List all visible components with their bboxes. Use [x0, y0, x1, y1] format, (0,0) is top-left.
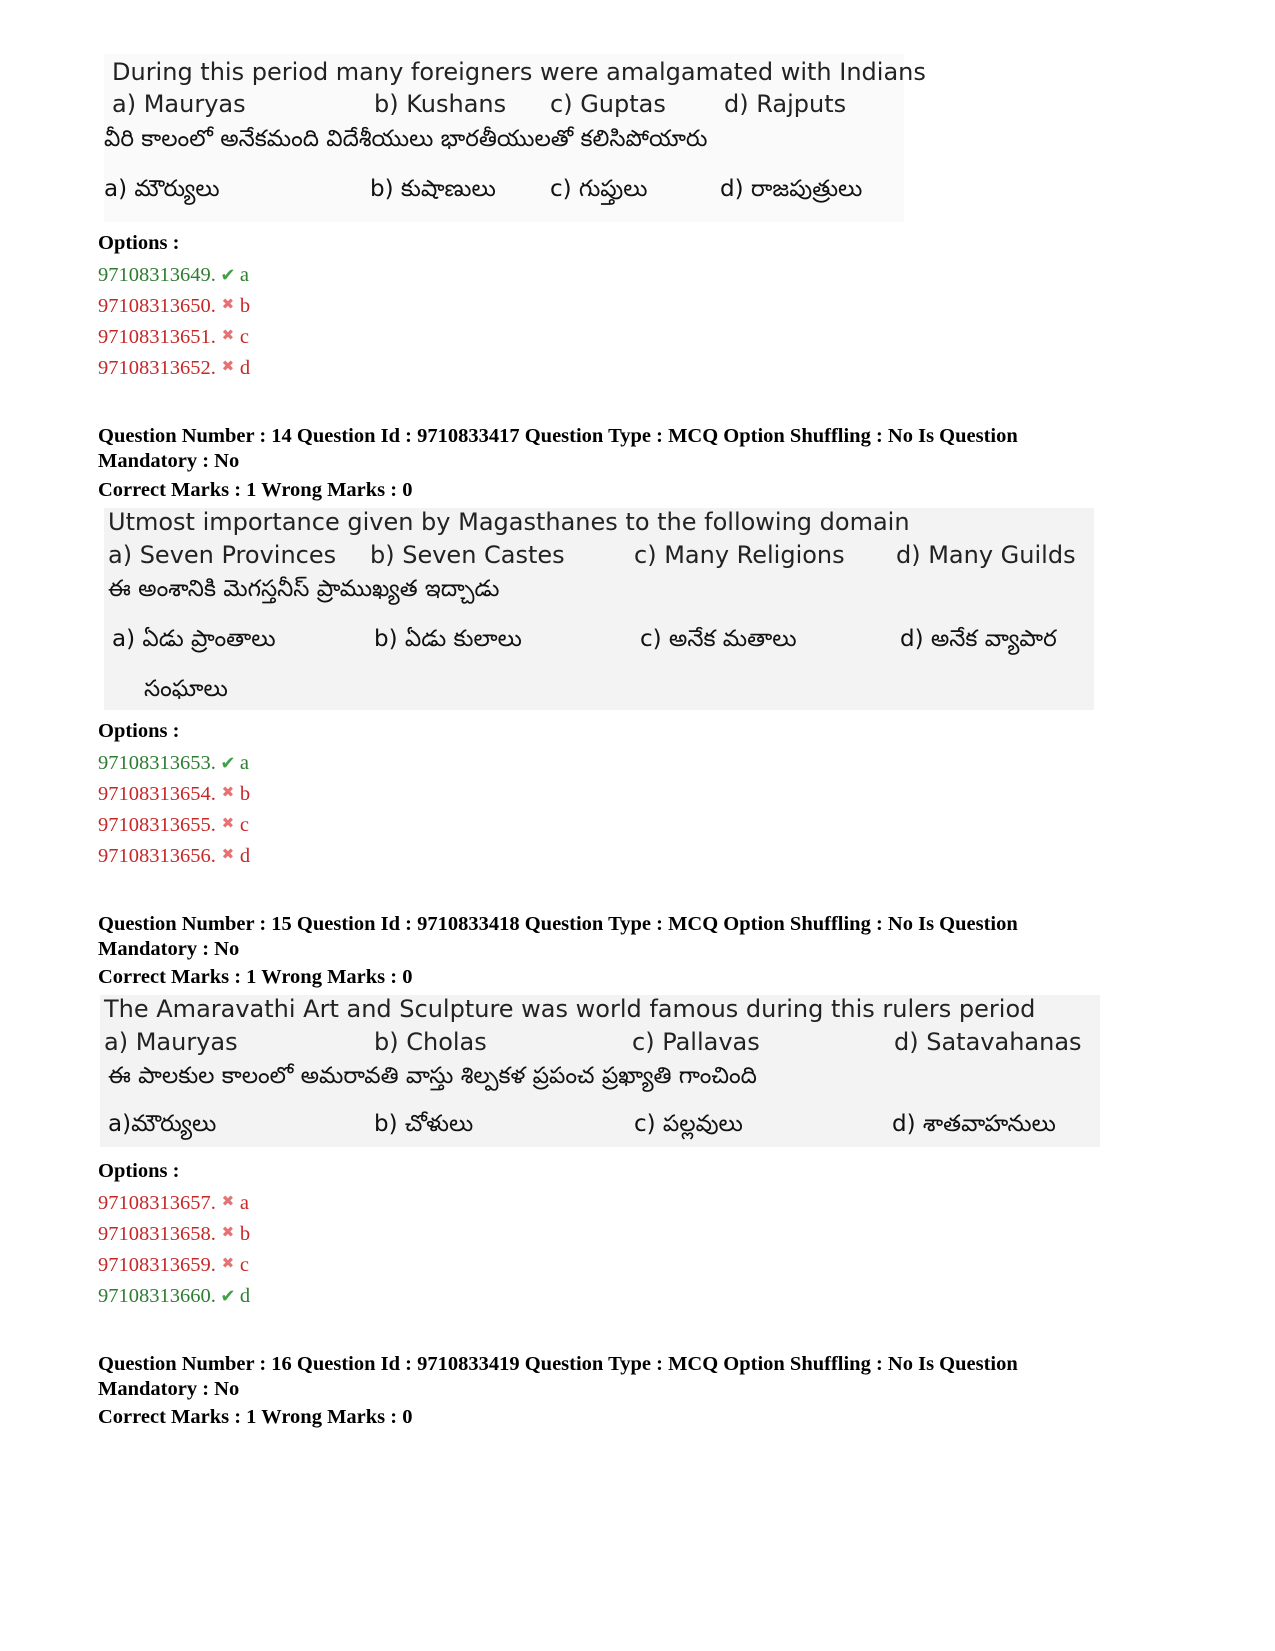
- question-15-te-option-c: c) పల్లవులు: [634, 1111, 743, 1137]
- option-id: 97108313655.: [98, 814, 216, 836]
- question-16-header-line2: Mandatory : No: [98, 1378, 240, 1400]
- question-13-english-text: During this period many foreigners were amalgamated with Indians: [112, 58, 926, 86]
- option-id: 97108313649.: [98, 264, 216, 286]
- option-id: 97108313660.: [98, 1285, 216, 1307]
- option-id: 97108313651.: [98, 326, 216, 348]
- option-letter: a: [239, 1192, 249, 1214]
- question-13-te-option-a: a) మౌర్యులు: [104, 176, 220, 202]
- option-letter: b: [239, 295, 251, 317]
- option-letter: a: [239, 752, 249, 774]
- option-letter: d: [239, 357, 251, 379]
- option-row: [98, 326, 249, 349]
- question-13-image: [104, 54, 926, 222]
- option-id: 97108313658.: [98, 1223, 216, 1245]
- option-id: 97108313650.: [98, 295, 216, 317]
- question-14-en-option-d: d) Many Guilds: [896, 541, 1076, 569]
- question-13-en-option-c: c) Guptas: [550, 90, 666, 118]
- question-15-telugu-text: ఈ పాలకుల కాలంలో అమరావతి వాస్తు శిల్పకళ ప్రపంచ ప్రఖ్యాతి గాంచింది: [108, 1063, 757, 1089]
- question-14-telugu-text: ఈ అంశానికి మెగస్తనీస్ ప్రాముఖ్యత ఇద్చాడు: [108, 576, 500, 602]
- option-row: [98, 1285, 250, 1308]
- option-row: [98, 752, 249, 775]
- question-15-english-text: The Amaravathi Art and Sculpture was world famous during this rulers period: [104, 995, 1036, 1023]
- cross-icon: ✖: [221, 1256, 235, 1272]
- question-14-te-option-d-continued: సంఘాలు: [144, 676, 228, 702]
- question-15-en-option-d: d) Satavahanas: [894, 1028, 1082, 1056]
- options-label: Options :: [98, 232, 180, 254]
- check-icon: ✔: [220, 265, 236, 285]
- question-14-en-option-b: b) Seven Castes: [370, 541, 565, 569]
- question-14-en-option-c: c) Many Religions: [634, 541, 845, 569]
- question-13-telugu-text: వీరి కాలంలో అనేకమంది విదేశీయులు భారతీయులతో కలిసిపోయారు: [104, 126, 708, 152]
- cross-icon: ✖: [221, 359, 235, 375]
- check-icon: ✔: [220, 753, 236, 773]
- option-id: 97108313652.: [98, 357, 216, 379]
- options-label: Options :: [98, 1160, 180, 1182]
- question-15-marks: Correct Marks : 1 Wrong Marks : 0: [98, 966, 413, 988]
- option-row: [98, 264, 249, 287]
- question-15-en-option-b: b) Cholas: [374, 1028, 487, 1056]
- cross-icon: ✖: [221, 785, 235, 801]
- question-14-te-option-d: d) అనేక వ్యాపార: [900, 626, 1057, 652]
- question-14-marks: Correct Marks : 1 Wrong Marks : 0: [98, 479, 413, 501]
- option-letter: c: [239, 1254, 249, 1276]
- question-14-header-line2: Mandatory : No: [98, 450, 240, 472]
- option-row: [98, 783, 250, 806]
- question-13-te-option-d: d) రాజపుత్రులు: [720, 176, 863, 202]
- option-id: 97108313659.: [98, 1254, 216, 1276]
- option-row: [98, 845, 250, 868]
- question-16-marks: Correct Marks : 1 Wrong Marks : 0: [98, 1406, 413, 1428]
- question-14-en-option-a: a) Seven Provinces: [108, 541, 337, 569]
- question-14-header-line1: Question Number : 14 Question Id : 9710833417 Question Type : MCQ Option Shuffling : No Is Question: [98, 425, 1018, 447]
- question-13-te-option-c: c) గుప్తులు: [550, 176, 648, 202]
- option-letter: c: [239, 326, 249, 348]
- question-13-en-option-d: d) Rajputs: [724, 90, 847, 118]
- question-14-te-option-b: b) ఏడు కులాలు: [374, 626, 522, 652]
- question-15-te-option-d: d) శాతవాహనులు: [892, 1111, 1056, 1137]
- question-14-te-option-c: c) అనేక మతాలు: [640, 626, 797, 652]
- question-16-header-line1: Question Number : 16 Question Id : 9710833419 Question Type : MCQ Option Shuffling : No Is Question: [98, 1353, 1018, 1375]
- option-letter: d: [239, 1285, 251, 1307]
- option-letter: b: [239, 783, 251, 805]
- cross-icon: ✖: [221, 847, 235, 863]
- question-13-en-option-b: b) Kushans: [374, 90, 507, 118]
- question-14-te-option-a: a) ఏడు ప్రాంతాలు: [112, 626, 276, 652]
- cross-icon: ✖: [221, 1225, 235, 1241]
- option-id: 97108313654.: [98, 783, 216, 805]
- question-15-te-option-a: a)మౌర్యులు: [108, 1111, 217, 1137]
- option-id: 97108313653.: [98, 752, 216, 774]
- question-15-te-option-b: b) చోళులు: [374, 1111, 474, 1137]
- question-15-header-line2: Mandatory : No: [98, 938, 240, 960]
- option-row: [98, 1223, 250, 1246]
- question-15-en-option-c: c) Pallavas: [632, 1028, 760, 1056]
- option-row: [98, 814, 249, 837]
- cross-icon: ✖: [221, 328, 235, 344]
- option-id: 97108313657.: [98, 1192, 216, 1214]
- question-13-te-option-b: b) కుషాణులు: [370, 176, 496, 202]
- cross-icon: ✖: [221, 297, 235, 313]
- check-icon: ✔: [220, 1286, 236, 1306]
- option-letter: a: [239, 264, 249, 286]
- option-row: [98, 1192, 249, 1215]
- cross-icon: ✖: [221, 816, 235, 832]
- question-15-en-option-a: a) Mauryas: [104, 1028, 238, 1056]
- question-14-english-text: Utmost importance given by Magasthanes to the following domain: [108, 508, 910, 536]
- option-letter: d: [239, 845, 251, 867]
- option-letter: b: [239, 1223, 251, 1245]
- option-row: [98, 1254, 249, 1277]
- option-row: [98, 295, 250, 318]
- option-row: [98, 357, 250, 380]
- question-14-image: [104, 508, 1094, 710]
- options-label: Options :: [98, 720, 180, 742]
- question-14-header: [98, 424, 1198, 474]
- cross-icon: ✖: [221, 1194, 235, 1210]
- option-letter: c: [239, 814, 249, 836]
- question-13-en-option-a: a) Mauryas: [112, 90, 246, 118]
- option-id: 97108313656.: [98, 845, 216, 867]
- question-15-header-line1: Question Number : 15 Question Id : 9710833418 Question Type : MCQ Option Shuffling : No Is Question: [98, 913, 1018, 935]
- question-16-header: [98, 1352, 1198, 1402]
- question-15-header: [98, 912, 1198, 962]
- question-15-image: [100, 995, 1100, 1147]
